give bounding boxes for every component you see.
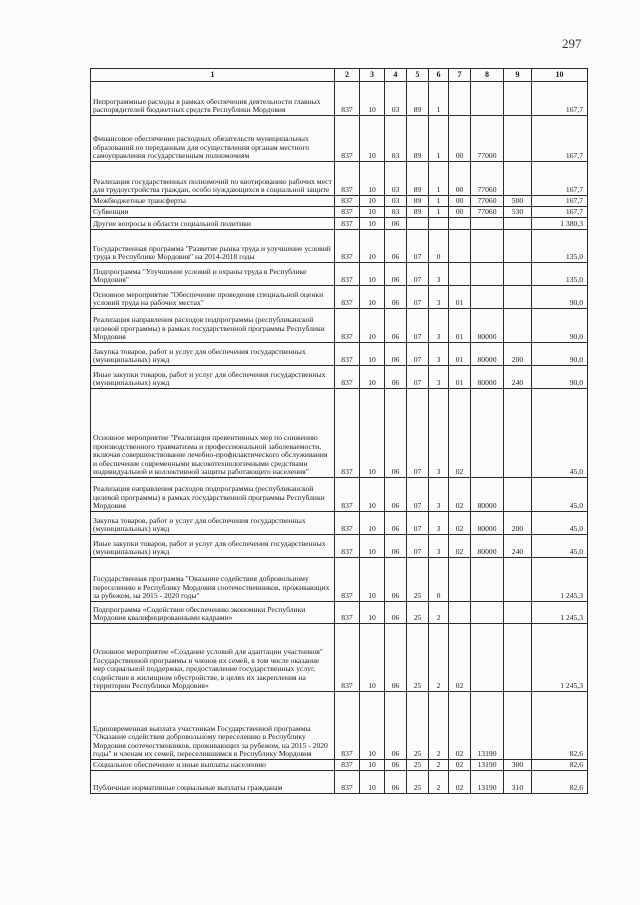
- header-row: [91, 69, 588, 82]
- row-code: 3: [429, 309, 449, 343]
- row-code: 02: [449, 478, 471, 512]
- row-description: Субвенции: [91, 207, 335, 218]
- row-code: 240: [504, 535, 532, 558]
- row-code: 02: [449, 771, 471, 794]
- row-description: Иные закупки товаров, работ и услуг для обеспечения государственных (муниципальных) нужд: [91, 535, 335, 558]
- column-header: 6: [429, 69, 449, 82]
- row-code: 10: [360, 692, 385, 760]
- row-code: 3: [429, 512, 449, 535]
- table-row: [91, 343, 588, 366]
- table-row: [91, 558, 588, 602]
- row-code: 06: [385, 218, 407, 230]
- table-row: [91, 602, 588, 624]
- row-code: 837: [335, 309, 360, 343]
- row-code: 837: [335, 478, 360, 512]
- row-code: 10: [360, 602, 385, 624]
- table-row: [91, 535, 588, 558]
- row-code: 837: [335, 771, 360, 794]
- row-code: 77060: [471, 196, 504, 207]
- row-code: [471, 218, 504, 230]
- row-description: Единовременная выплата участникам Государственной программы "Оказание содействия добровольному переселению в Республику Мордовия соотечественников, проживающих за рубежом, на 2015 - 2020 годы" и членам их семей, переселившимся в Республику Мордовия: [91, 692, 335, 760]
- row-code: 837: [335, 162, 360, 196]
- row-code: 837: [335, 343, 360, 366]
- row-description: Государственная программа "Оказание содействия добровольному переселению в Республику Мордовия соотечественников, проживающих за рубежом, на 2015 - 2020 годы": [91, 558, 335, 602]
- column-header: 3: [360, 69, 385, 82]
- row-code: 02: [449, 535, 471, 558]
- row-amount: 167,7: [532, 82, 588, 116]
- row-code: 1: [429, 82, 449, 116]
- table-row: [91, 218, 588, 230]
- row-code: 837: [335, 624, 360, 692]
- row-description: Закупка товаров, работ и услуг для обеспечения государственных (муниципальных) нужд: [91, 512, 335, 535]
- row-code: 89: [407, 207, 429, 218]
- row-code: 07: [407, 512, 429, 535]
- row-code: 25: [407, 760, 429, 771]
- row-code: 10: [360, 558, 385, 602]
- row-code: [429, 218, 449, 230]
- row-description: Подпрограмма "Улучшение условий и охраны труда в Республике Мордовия": [91, 263, 335, 286]
- row-code: 200: [504, 343, 532, 366]
- row-code: [504, 389, 532, 478]
- row-code: [504, 218, 532, 230]
- row-description: Социальное обеспечение и иные выплаты населению: [91, 760, 335, 771]
- row-code: [504, 478, 532, 512]
- row-code: 03: [385, 82, 407, 116]
- row-code: 837: [335, 389, 360, 478]
- row-code: 837: [335, 218, 360, 230]
- row-code: [471, 624, 504, 692]
- row-description: Реализация государственных полномочий по квотированию рабочих мест для трудоустройства граждан, особо нуждающихся в социальной защите: [91, 162, 335, 196]
- table-row: [91, 624, 588, 692]
- row-code: 837: [335, 196, 360, 207]
- row-code: 837: [335, 602, 360, 624]
- row-description: Основное мероприятие "Реализация превентивных мер по снижению производственного травматизма и профессиональной заболеваемости, включая совершенствование лечебно-профилактического обслуживания и обеспечение современными высокотехнологичными средствами индивидуальной и коллективной защиты работающего населения": [91, 389, 335, 478]
- row-code: 2: [429, 771, 449, 794]
- row-code: 06: [385, 286, 407, 309]
- row-code: [449, 218, 471, 230]
- row-code: 06: [385, 478, 407, 512]
- table-row: [91, 478, 588, 512]
- row-amount: 1 245,3: [532, 602, 588, 624]
- row-code: 06: [385, 558, 407, 602]
- row-code: 00: [449, 207, 471, 218]
- table-row: [91, 207, 588, 218]
- row-code: 07: [407, 263, 429, 286]
- column-header: 7: [449, 69, 471, 82]
- row-amount: 1 245,3: [532, 558, 588, 602]
- row-code: 837: [335, 558, 360, 602]
- row-code: 10: [360, 771, 385, 794]
- row-code: [407, 218, 429, 230]
- row-code: 837: [335, 760, 360, 771]
- row-code: 3: [429, 343, 449, 366]
- table-row: [91, 162, 588, 196]
- row-code: 10: [360, 535, 385, 558]
- row-code: 10: [360, 263, 385, 286]
- row-code: 1: [429, 116, 449, 162]
- row-code: 10: [360, 512, 385, 535]
- table-row: [91, 82, 588, 116]
- row-code: 10: [360, 286, 385, 309]
- column-header: 4: [385, 69, 407, 82]
- row-amount: 1 245,3: [532, 624, 588, 692]
- row-code: 89: [407, 196, 429, 207]
- row-code: 837: [335, 535, 360, 558]
- row-code: 03: [385, 162, 407, 196]
- row-code: 3: [429, 366, 449, 389]
- column-header: 2: [335, 69, 360, 82]
- row-code: 837: [335, 82, 360, 116]
- row-amount: 82,6: [532, 692, 588, 760]
- row-code: 10: [360, 162, 385, 196]
- row-amount: 167,7: [532, 196, 588, 207]
- row-code: 89: [407, 82, 429, 116]
- row-code: 1: [429, 207, 449, 218]
- row-code: 10: [360, 343, 385, 366]
- row-amount: 1 380,3: [532, 218, 588, 230]
- row-code: 02: [449, 624, 471, 692]
- row-code: 01: [449, 286, 471, 309]
- row-code: 06: [385, 771, 407, 794]
- row-code: 06: [385, 366, 407, 389]
- row-code: 2: [429, 760, 449, 771]
- row-code: 0: [429, 230, 449, 263]
- row-code: 1: [429, 162, 449, 196]
- row-code: [471, 389, 504, 478]
- row-code: 837: [335, 366, 360, 389]
- row-code: 07: [407, 535, 429, 558]
- row-description: Реализация направления расходов подпрограммы (республиканской целевой программы) в рамках государственной программы Республики Мордовия: [91, 478, 335, 512]
- row-code: 06: [385, 343, 407, 366]
- row-code: 07: [407, 230, 429, 263]
- row-code: 07: [407, 478, 429, 512]
- row-code: 13190: [471, 771, 504, 794]
- row-code: 02: [449, 512, 471, 535]
- row-code: 77060: [471, 207, 504, 218]
- row-code: [449, 263, 471, 286]
- row-code: 837: [335, 512, 360, 535]
- row-code: [449, 558, 471, 602]
- row-amount: 135,0: [532, 263, 588, 286]
- row-code: [449, 82, 471, 116]
- row-code: 80000: [471, 343, 504, 366]
- row-code: [504, 286, 532, 309]
- row-code: 25: [407, 771, 429, 794]
- table-row: [91, 286, 588, 309]
- row-code: 03: [385, 196, 407, 207]
- table-row: [91, 366, 588, 389]
- table-body: [91, 82, 588, 794]
- row-code: [504, 82, 532, 116]
- row-amount: 45,0: [532, 512, 588, 535]
- row-code: [449, 602, 471, 624]
- row-code: 06: [385, 309, 407, 343]
- table-row: [91, 512, 588, 535]
- row-code: [471, 558, 504, 602]
- row-code: 07: [407, 343, 429, 366]
- row-code: [504, 116, 532, 162]
- row-code: 77000: [471, 116, 504, 162]
- row-code: 07: [407, 286, 429, 309]
- table-row: [91, 760, 588, 771]
- row-amount: 82,6: [532, 760, 588, 771]
- row-amount: 90,0: [532, 343, 588, 366]
- row-code: 10: [360, 478, 385, 512]
- row-code: 06: [385, 602, 407, 624]
- column-header: 1: [91, 69, 335, 82]
- table-row: [91, 196, 588, 207]
- column-header: 8: [471, 69, 504, 82]
- row-code: 10: [360, 624, 385, 692]
- row-code: 310: [504, 771, 532, 794]
- page-number: 297: [562, 36, 582, 51]
- row-code: 200: [504, 512, 532, 535]
- row-code: 01: [449, 343, 471, 366]
- row-amount: 45,0: [532, 535, 588, 558]
- row-code: 837: [335, 286, 360, 309]
- row-code: 89: [407, 116, 429, 162]
- row-code: 10: [360, 309, 385, 343]
- row-description: Другие вопросы в области социальной политики: [91, 218, 335, 230]
- row-code: 0: [429, 558, 449, 602]
- row-code: 03: [385, 207, 407, 218]
- row-amount: 45,0: [532, 389, 588, 478]
- row-code: 06: [385, 389, 407, 478]
- row-amount: 82,6: [532, 771, 588, 794]
- row-code: 07: [407, 366, 429, 389]
- row-code: 25: [407, 624, 429, 692]
- row-code: 3: [429, 263, 449, 286]
- row-amount: 167,7: [532, 116, 588, 162]
- row-code: 89: [407, 162, 429, 196]
- row-code: 3: [429, 478, 449, 512]
- row-code: [449, 230, 471, 263]
- row-code: 240: [504, 366, 532, 389]
- row-description: Основное мероприятие «Создание условий для адаптации участников" Государственной программы и членов их семей, в том числе оказание мер социальной поддержки, предоставление государственных услуг, содействие в жилищном обустройстве, в целях их закрепления на территории Республики Мордовия»: [91, 624, 335, 692]
- row-code: 530: [504, 207, 532, 218]
- row-code: 01: [449, 366, 471, 389]
- row-code: 02: [449, 760, 471, 771]
- row-description: Реализация направления расходов подпрограммы (республиканской целевой программы) в рамках государственной программы Республики Мордовия: [91, 309, 335, 343]
- row-code: 06: [385, 535, 407, 558]
- row-code: 3: [429, 286, 449, 309]
- row-code: [504, 162, 532, 196]
- row-code: 02: [449, 389, 471, 478]
- row-code: 07: [407, 309, 429, 343]
- row-code: 80000: [471, 535, 504, 558]
- table-row: [91, 692, 588, 760]
- table-row: [91, 230, 588, 263]
- row-code: 837: [335, 230, 360, 263]
- row-code: 10: [360, 389, 385, 478]
- row-code: 10: [360, 230, 385, 263]
- row-code: 06: [385, 512, 407, 535]
- row-code: 13190: [471, 692, 504, 760]
- row-description: Основное мероприятие "Обеспечение проведения специальной оценки условий труда на рабочих местах": [91, 286, 335, 309]
- row-code: 2: [429, 692, 449, 760]
- row-code: 80000: [471, 309, 504, 343]
- row-code: 837: [335, 207, 360, 218]
- column-header: 9: [504, 69, 532, 82]
- row-code: [504, 263, 532, 286]
- row-code: 3: [429, 389, 449, 478]
- row-code: 03: [385, 116, 407, 162]
- row-code: [471, 230, 504, 263]
- row-code: 77060: [471, 162, 504, 196]
- row-code: 10: [360, 116, 385, 162]
- row-code: 80000: [471, 478, 504, 512]
- row-code: 10: [360, 760, 385, 771]
- row-description: Подпрограмма «Содействие обеспечению экономики Республики Мордовия квалифицированными кадрами»: [91, 602, 335, 624]
- table-row: [91, 389, 588, 478]
- row-code: 06: [385, 624, 407, 692]
- row-code: 10: [360, 366, 385, 389]
- row-description: Закупка товаров, работ и услуг для обеспечения государственных (муниципальных) нужд: [91, 343, 335, 366]
- row-code: 837: [335, 692, 360, 760]
- row-code: 06: [385, 230, 407, 263]
- row-description: Публичные нормативные социальные выплаты гражданам: [91, 771, 335, 794]
- row-code: [471, 82, 504, 116]
- row-code: [504, 309, 532, 343]
- column-header: 5: [407, 69, 429, 82]
- row-code: 500: [504, 196, 532, 207]
- row-description: Непрограммные расходы в рамках обеспечения деятельности главных распорядителей бюджетных средств Республики Мордовия: [91, 82, 335, 116]
- row-description: Иные закупки товаров, работ и услуг для обеспечения государственных (муниципальных) нужд: [91, 366, 335, 389]
- column-header: 10: [532, 69, 588, 82]
- row-code: 10: [360, 196, 385, 207]
- table-row: [91, 309, 588, 343]
- row-code: 837: [335, 263, 360, 286]
- row-code: 00: [449, 162, 471, 196]
- row-code: 80000: [471, 366, 504, 389]
- row-code: 00: [449, 116, 471, 162]
- row-code: [471, 263, 504, 286]
- row-code: [471, 602, 504, 624]
- row-code: 01: [449, 309, 471, 343]
- row-code: [504, 230, 532, 263]
- row-amount: 45,0: [532, 478, 588, 512]
- row-code: [504, 558, 532, 602]
- row-code: 02: [449, 692, 471, 760]
- budget-table: [90, 68, 588, 794]
- row-code: 06: [385, 692, 407, 760]
- row-description: Государственная программа "Развитие рынка труда и улучшение условий труда в Республике Мордовия" на 2014-2018 годы: [91, 230, 335, 263]
- row-description: Финансовое обеспечение расходных обязательств муниципальных образований по переданным для осуществления органам местного самоуправления государственным полномочиям: [91, 116, 335, 162]
- row-amount: 90,0: [532, 286, 588, 309]
- row-code: 13190: [471, 760, 504, 771]
- row-code: 10: [360, 207, 385, 218]
- row-code: 25: [407, 692, 429, 760]
- row-code: 06: [385, 760, 407, 771]
- row-code: 10: [360, 82, 385, 116]
- row-description: Межбюджетные трансферты: [91, 196, 335, 207]
- row-code: 2: [429, 602, 449, 624]
- table-row: [91, 771, 588, 794]
- row-code: 00: [449, 196, 471, 207]
- row-code: 2: [429, 624, 449, 692]
- row-code: 837: [335, 116, 360, 162]
- row-code: [504, 602, 532, 624]
- row-code: 80000: [471, 512, 504, 535]
- row-code: 25: [407, 602, 429, 624]
- row-amount: 90,0: [532, 366, 588, 389]
- row-code: 25: [407, 558, 429, 602]
- row-code: 1: [429, 196, 449, 207]
- table-row: [91, 116, 588, 162]
- row-code: [471, 286, 504, 309]
- row-code: [504, 692, 532, 760]
- row-amount: 135,0: [532, 230, 588, 263]
- row-code: 07: [407, 389, 429, 478]
- row-code: [504, 624, 532, 692]
- row-code: 10: [360, 218, 385, 230]
- row-code: 3: [429, 535, 449, 558]
- row-amount: 167,7: [532, 162, 588, 196]
- row-amount: 90,0: [532, 309, 588, 343]
- row-code: 300: [504, 760, 532, 771]
- row-amount: 167,7: [532, 207, 588, 218]
- table-row: [91, 263, 588, 286]
- row-code: 06: [385, 263, 407, 286]
